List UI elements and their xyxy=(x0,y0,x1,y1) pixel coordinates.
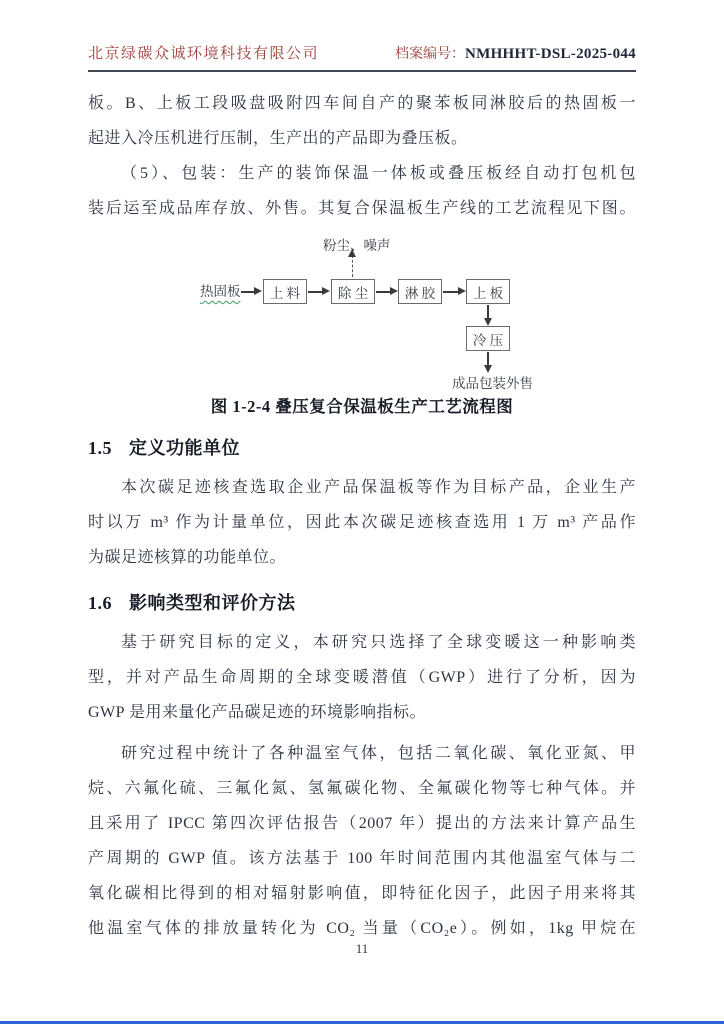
page-content xyxy=(88,86,636,946)
dashed-emission-line xyxy=(352,255,353,277)
text-line: 基于研究目标的定义，本研究只选择了全球变暖这一种影响类 xyxy=(121,634,636,651)
flow-line-4 xyxy=(443,291,459,293)
page-header xyxy=(88,42,636,72)
arrow-right-icon xyxy=(254,287,262,295)
text-line: 为碳足迹核算的功能单位。 xyxy=(88,549,287,566)
paragraph-1 xyxy=(88,86,636,156)
diagram-box-feeding: 上 料 xyxy=(263,279,307,304)
text-line: 起进入冷压机进行压制，生产出的产品即为叠压板。 xyxy=(88,130,468,147)
paragraph-2 xyxy=(88,156,636,226)
diagram-box-cold-pressing: 冷 压 xyxy=(466,326,510,351)
arrow-right-icon xyxy=(390,287,398,295)
paragraph-5 xyxy=(88,736,636,946)
company-name: 北京绿碳众诚环境科技有限公司 xyxy=(88,46,320,62)
text-line: 装后运至成品库存放、外售。其复合保温板生产线的工艺流程见下图。 xyxy=(88,200,636,217)
diagram-box-gluing: 淋 胶 xyxy=(398,279,442,304)
diagram-input-label: 热固板 xyxy=(200,284,241,299)
flow-line-1 xyxy=(241,291,255,293)
figure-caption: 图 1-2-4 叠压复合保温板生产工艺流程图 xyxy=(210,397,514,416)
text-line: 产周期的 GWP 值。该方法基于 100 年时间范围内其他温室气体与二 xyxy=(88,850,636,867)
section-heading-1-6 xyxy=(88,590,636,616)
file-number xyxy=(395,43,636,63)
section-number: 1.5 xyxy=(88,438,112,458)
flow-line-3 xyxy=(376,291,391,293)
arrow-right-icon xyxy=(458,287,466,295)
section-number: 1.6 xyxy=(88,593,112,613)
text-line: 本次碳足迹核查选取企业产品保温板等作为目标产品，企业生产 xyxy=(121,479,636,496)
emission-label: 粉尘、噪声 xyxy=(323,238,391,253)
paragraph-4 xyxy=(88,625,636,730)
diagram-box-boarding: 上 板 xyxy=(466,279,510,304)
paragraph-3 xyxy=(88,470,636,575)
arrow-right-icon xyxy=(322,287,330,295)
section-title: 定义功能单位 xyxy=(129,438,240,458)
file-number-label: 档案编号： xyxy=(395,47,465,62)
page-number: 11 xyxy=(355,941,369,956)
file-number-value: NMHHHT-DSL-2025-044 xyxy=(465,46,636,62)
section-heading-1-5 xyxy=(88,435,636,461)
text-line: 研究过程中统计了各种温室气体，包括二氧化碳、氧化亚氮、甲 xyxy=(121,745,636,762)
text-line: 氧化碳相比得到的相对辐射影响值，即特征化因子，此因子用来将其 xyxy=(88,885,636,902)
text-line: 板。B、上板工段吸盘吸附四车间自产的聚苯板同淋胶后的热固板一 xyxy=(88,95,636,112)
flow-line-2 xyxy=(308,291,323,293)
text-line: 型，并对产品生命周期的全球变暖潜值（GWP）进行了分析，因为 xyxy=(88,669,636,686)
text-line: 且采用了 IPCC 第四次评估报告（2007 年）提出的方法来计算产品生 xyxy=(88,815,636,832)
section-title: 影响类型和评价方法 xyxy=(129,593,296,613)
diagram-box-dedusting: 除 尘 xyxy=(331,279,375,304)
text-line: GWP 是用来量化产品碳足迹的环境影响指标。 xyxy=(88,704,426,721)
diagram-output-label: 成品包装外售 xyxy=(452,376,533,391)
text-line: 时以万 m³ 作为计量单位，因此本次碳足迹核查选用 1 万 m³ 产品作 xyxy=(88,514,636,531)
text-line: （5）、包装：生产的装饰保温一体板或叠压板经自动打包机包 xyxy=(121,165,636,182)
text-line: 烷、六氟化硫、三氟化氮、氢氟碳化物、全氟碳化物等七种气体。并 xyxy=(88,780,636,797)
arrow-down-icon xyxy=(484,318,492,326)
text-line: 他温室气体的排放量转化为 CO₂ 当量（CO₂e）。例如，1kg 甲烷在 xyxy=(88,920,636,937)
process-flow-diagram xyxy=(88,234,636,391)
